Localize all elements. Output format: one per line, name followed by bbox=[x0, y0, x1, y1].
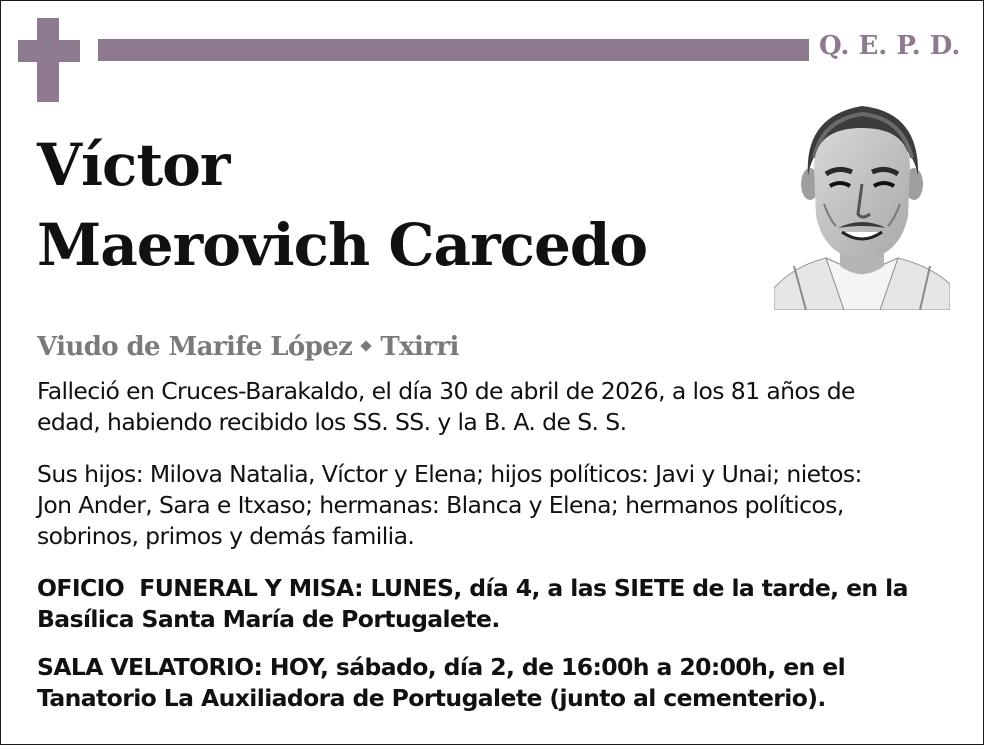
family-paragraph bbox=[37, 459, 947, 552]
subtitle-line bbox=[37, 332, 459, 362]
funeral-line-2: Basílica Santa María de Portugalete. bbox=[37, 605, 500, 633]
death-line-1: Falleció en Cruces-Barakaldo, el día 30 de abril de 2026, a los 81 años de bbox=[37, 377, 855, 405]
deceased-first-name: Víctor bbox=[37, 131, 230, 199]
nickname-text: Txirri bbox=[380, 332, 459, 362]
widower-of-text: Viudo de Marife López bbox=[37, 332, 353, 362]
deceased-name bbox=[37, 125, 647, 285]
wake-line-2: Tanatorio La Auxiliadora de Portugalete (junto al cementerio). bbox=[37, 684, 826, 712]
deceased-surnames: Maerovich Carcedo bbox=[37, 211, 648, 279]
family-line-1: Sus hijos: Milova Natalia, Víctor y Elena; hijos políticos: Javi y Unai; nietos: bbox=[37, 460, 862, 488]
qepd-label: Q. E. P. D. bbox=[819, 31, 961, 61]
latin-cross-icon bbox=[18, 18, 80, 102]
diamond-separator-icon bbox=[361, 340, 372, 351]
death-line-2: edad, habiendo recibido los SS. SS. y la B. A. de S. S. bbox=[37, 408, 627, 436]
wake-line-1: SALA VELATORIO: HOY, sábado, día 2, de 16:00h a 20:00h, en el bbox=[37, 653, 846, 681]
family-line-3: sobrinos, primos y demás familia. bbox=[37, 522, 415, 550]
death-paragraph bbox=[37, 376, 947, 438]
family-line-2: Jon Ander, Sara e Itxaso; hermanas: Blanca y Elena; hermanos políticos, bbox=[37, 491, 844, 519]
deceased-photo bbox=[774, 98, 950, 310]
funeral-paragraph bbox=[37, 573, 947, 635]
funeral-line-1: OFICIO FUNERAL Y MISA: LUNES, día 4, a las SIETE de la tarde, en la bbox=[37, 574, 908, 602]
wake-paragraph bbox=[37, 652, 947, 714]
header-rule bbox=[98, 39, 809, 61]
